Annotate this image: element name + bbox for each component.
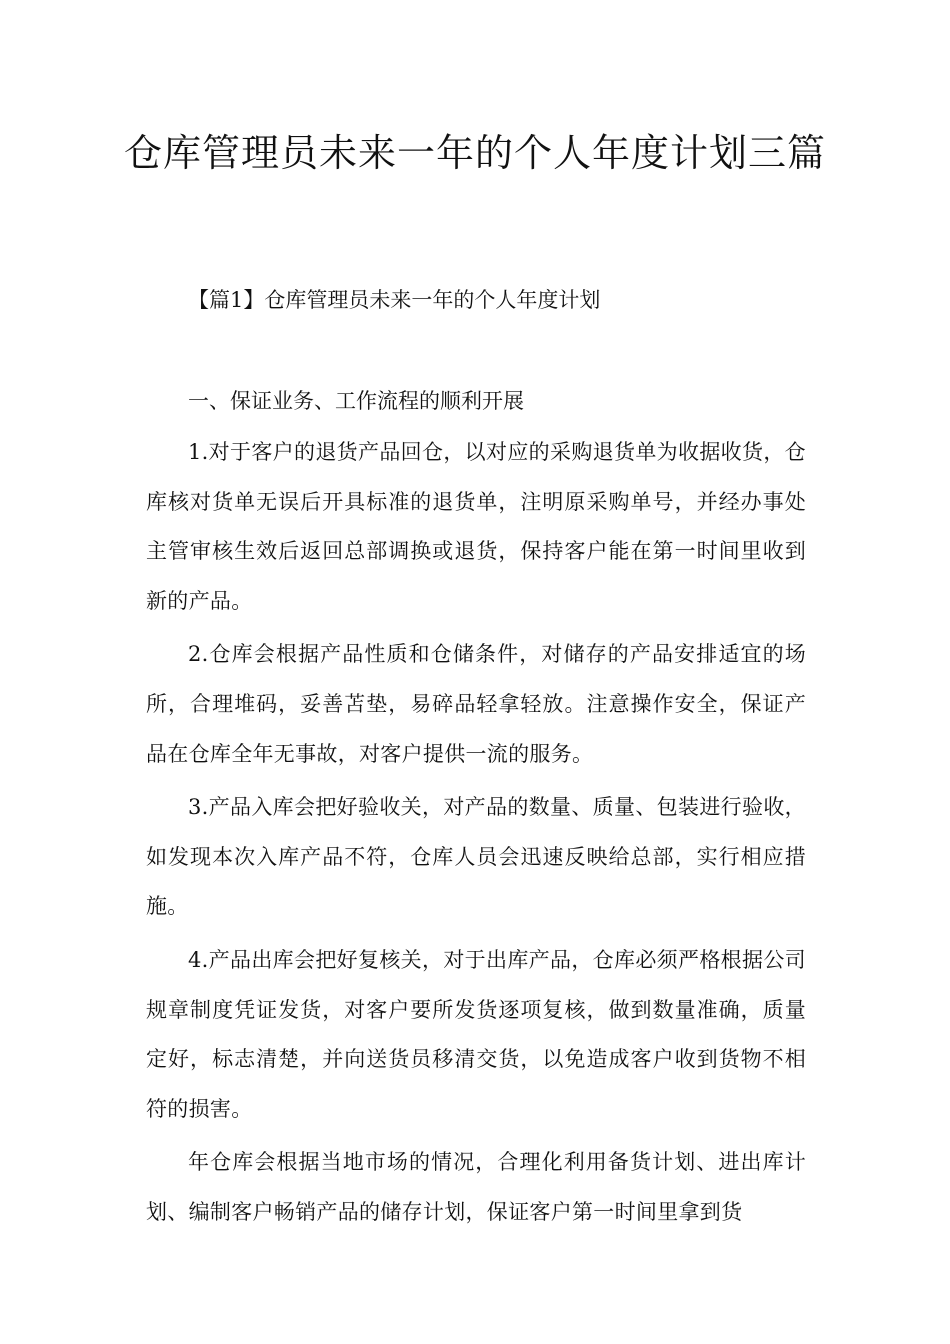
document-title: 仓库管理员未来一年的个人年度计划三篇 [123,131,826,175]
body-text [146,428,806,1242]
article-subheading: 【篇1】仓库管理员未来一年的个人年度计划 [188,288,601,312]
section-heading: 一、保证业务、工作流程的顺利开展 [188,389,524,413]
paragraph-5: 年仓库会根据当地市场的情况，合理化利用备货计划、进出库计划、编制客户畅销产品的储存计划，保证客户第一时间里拿到货 [146,1150,806,1224]
paragraph-3: 3.产品入库会把好验收关，对产品的数量、质量、包装进行验收，如发现本次入库产品不符，仓库人员会迅速反映给总部，实行相应措施。 [146,795,806,919]
paragraph-4: 4.产品出库会把好复核关，对于出库产品，仓库必须严格根据公司规章制度凭证发货，对客户要所发货逐项复核，做到数量准确，质量定好，标志清楚，并向送货员移清交货，以免造成客户收到货物不相符的损害。 [146,947,806,1121]
paragraph-1: 1.对于客户的退货产品回仓，以对应的采购退货单为收据收货，仓库核对货单无误后开具标准的退货单，注明原采购单号，并经办事处主管审核生效后返回总部调换或退货，保持客户能在第一时间里收到新的产品。 [146,440,806,613]
paragraph-2: 2.仓库会根据产品性质和仓储条件，对储存的产品安排适宜的场所，合理堆码，妥善苫垫，易碎品轻拿轻放。注意操作安全，保证产品在仓库全年无事故，对客户提供一流的服务。 [146,642,806,766]
